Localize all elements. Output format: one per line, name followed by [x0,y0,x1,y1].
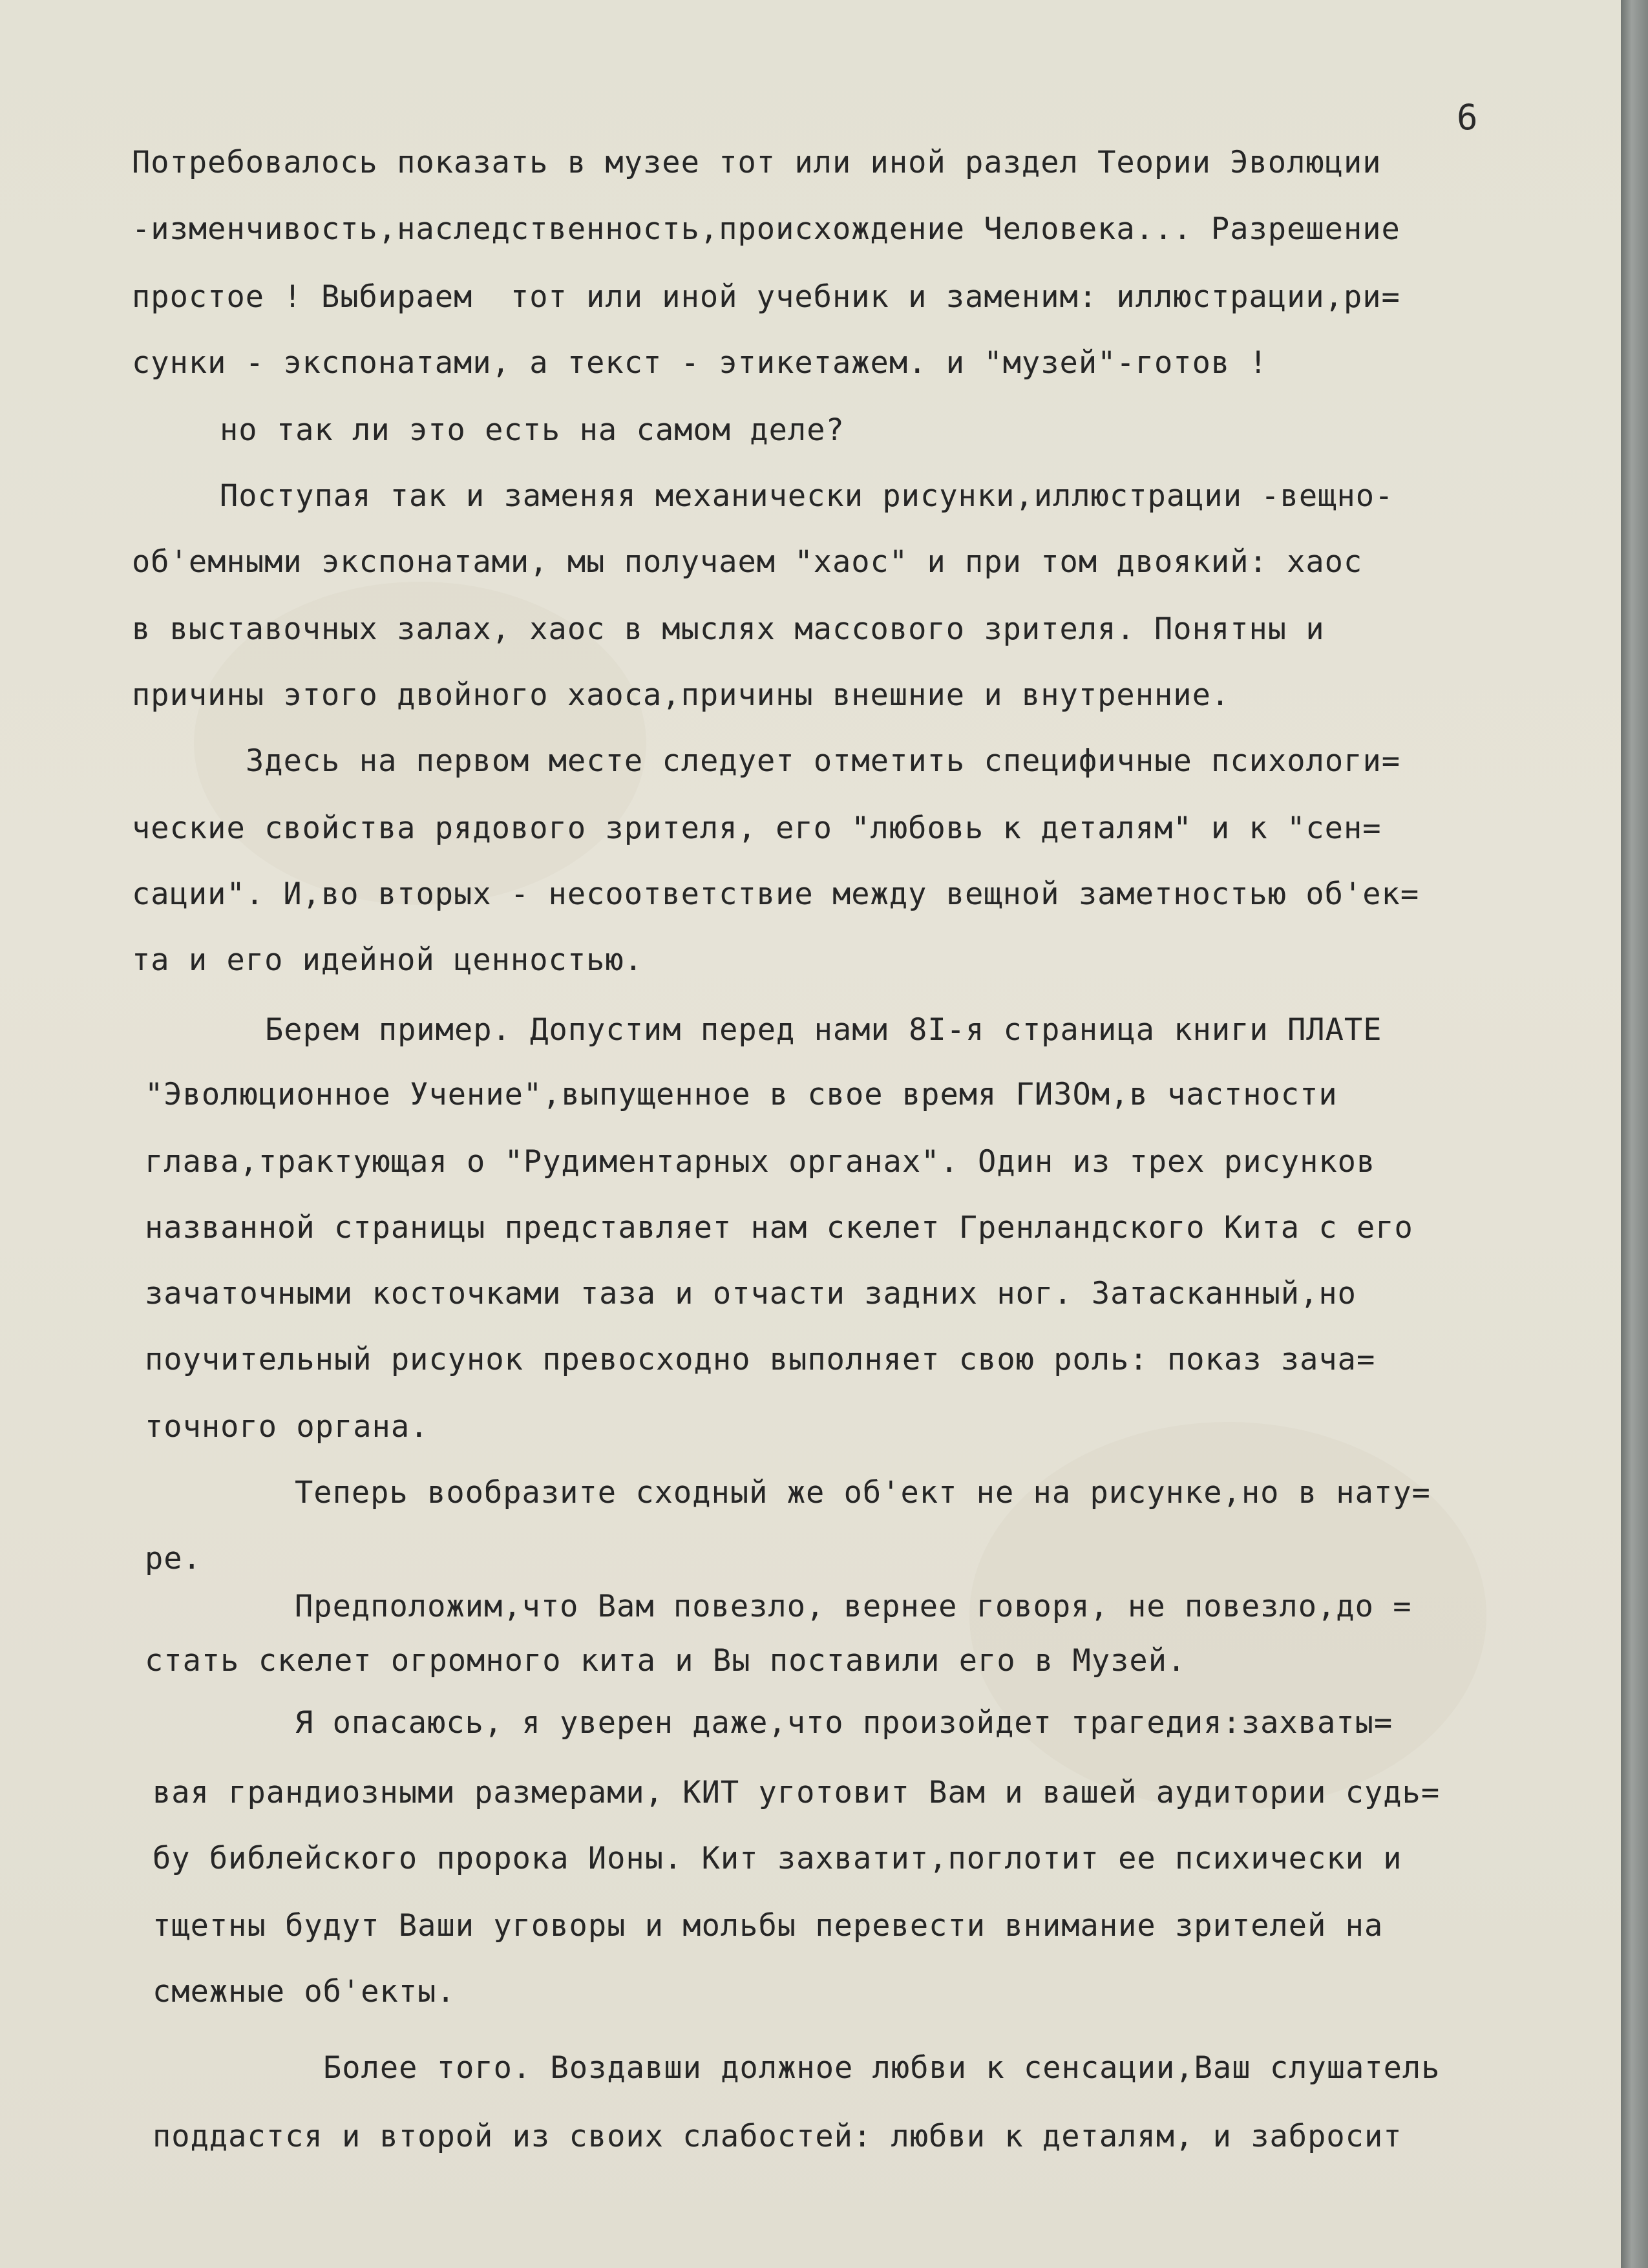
text-line: названной страницы представляет нам скелет Гренландского Кита с его [145,1210,1413,1245]
text-line: "Эволюционное Учение",выпущенное в свое время ГИЗОм,в частности [145,1077,1338,1112]
text-line: поддастся и второй из своих слабостей: любви к деталям, и забросит [153,2119,1402,2154]
text-line: сунки - экспонатами, а текст - этикетажем. и "музей"-готов ! [132,345,1268,381]
text-line: точного органа. [145,1409,429,1445]
text-line: ческие свойства рядового зрителя, его "любовь к деталям" и к "сен= [132,811,1382,846]
text-line: стать скелет огромного кита и Вы поставили его в Музей. [145,1643,1187,1679]
text-line: смежные об'екты. [153,1974,456,2009]
text-line: Поступая так и заменяя механически рисунки,иллюстрации -вещно- [220,478,1394,514]
text-line: Потребовалось показать в музее тот или иной раздел Теории Эволюции [132,145,1382,180]
text-line: сации". И,во вторых - несоответствие между вещной заметностью об'ек= [132,876,1420,912]
text-line: Здесь на первом месте следует отметить специфичные психологи= [246,743,1401,779]
text-line: об'емными экспонатами, мы получаем "хаос" и при том двоякий: хаос [132,544,1363,580]
text-line: причины этого двойного хаоса,причины внешние и внутренние. [132,677,1231,713]
text-line: Я опасаюсь, я уверен даже,что произойдет трагедия:захваты= [295,1705,1393,1741]
text-line: поучительный рисунок превосходно выполняет свою роль: показ зача= [145,1342,1376,1377]
text-line: в выставочных залах, хаос в мыслях массового зрителя. Понятны и [132,611,1325,647]
text-line: Предположим,что Вам повезло, вернее говоря, не повезло,до = [295,1589,1412,1624]
text-line: но так ли это есть на самом деле? [220,412,845,448]
text-line: простое ! Выбираем тот или иной учебник и заменим: иллюстрации,ри= [132,279,1400,315]
text-line: ре. [145,1541,202,1576]
scan-edge [1621,0,1648,2268]
text-line: -изменчивость,наследственность,происхождение Человека... Разрешение [132,211,1400,247]
text-line: тщетны будут Ваши уговоры и мольбы перевести внимание зрителей на [153,1908,1384,1944]
text-line: Берем пример. Допустим перед нами 8I-я страница книги ПЛАТЕ [265,1012,1382,1048]
text-line: та и его идейной ценностью. [132,942,644,978]
text-line: вая грандиозными размерами, КИТ уготовит Вам и вашей аудитории судь= [153,1775,1441,1810]
text-line: Теперь вообразите сходный же об'ект не на рисунке,но в нату= [295,1475,1431,1510]
page-number: 6 [1457,97,1478,138]
text-line: глава,трактующая о "Рудиментарных органах". Один из трех рисунков [145,1144,1376,1180]
text-line: Более того. Воздавши должное любви к сенсации,Ваш слушатель [323,2050,1441,2086]
text-line: бу библейского пророка Ионы. Кит захватит,поглотит ее психически и [153,1841,1402,1876]
text-line: зачаточными косточками таза и отчасти задних ног. Затасканный,но [145,1276,1357,1311]
